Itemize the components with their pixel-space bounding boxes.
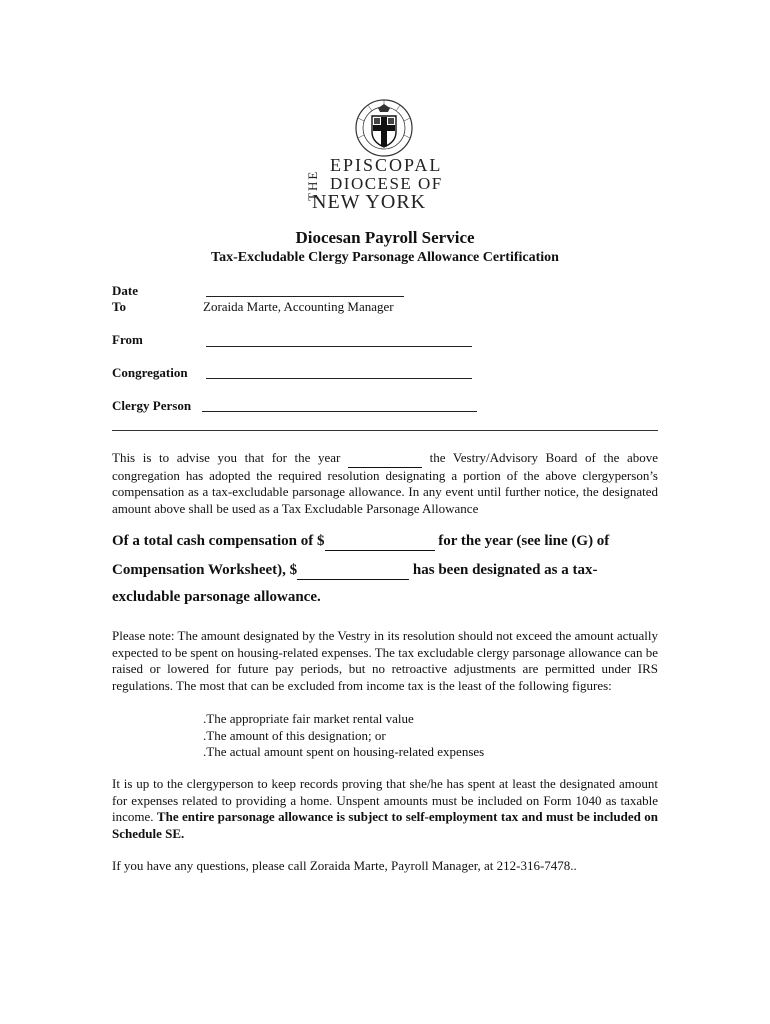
to-value: Zoraida Marte, Accounting Manager <box>203 299 394 314</box>
compensation-line-3: excludable parsonage allowance. <box>112 589 321 605</box>
advise-paragraph <box>112 450 658 517</box>
logo-line-new-york: NEW YORK <box>312 191 427 213</box>
note-item-3: .The actual amount spent on housing-related expenses <box>203 744 485 759</box>
to-label: To <box>112 299 126 314</box>
page-title: Diocesan Payroll Service <box>295 228 475 247</box>
compensation-text-1a: Of a total cash compensation of $ <box>112 533 325 549</box>
compensation-line-1 <box>112 533 609 551</box>
logo-the-vertical: THE <box>305 169 320 201</box>
compensation-text-1b: for the year (see line (G) of <box>438 533 610 549</box>
compensation-text-2b: has been designated as a tax- <box>412 562 598 578</box>
advise-text-start: This is to advise you that for the year <box>112 450 341 465</box>
date-field[interactable] <box>206 296 404 297</box>
logo-line-episcopal: EPISCOPAL <box>330 155 443 175</box>
note-item-1: .The appropriate fair market rental value <box>203 711 414 726</box>
year-field[interactable] <box>348 450 422 468</box>
from-label: From <box>112 332 143 347</box>
records-paragraph <box>112 776 658 842</box>
congregation-label: Congregation <box>112 365 188 380</box>
logo-line-diocese-of: DIOCESE OF <box>330 174 443 193</box>
date-label: Date <box>112 283 138 298</box>
total-compensation-field[interactable] <box>325 533 435 551</box>
compensation-line-2 <box>112 562 598 580</box>
note-paragraph: Please note: The amount designated by the Vestry in its resolution should not exceed the amount actually expected to be spent on housing-related expenses. The tax excludable clergy parsonage allowance can be raised or lowered for future pay periods, but no retroactive adjustments are permitted under IRS regulations. The most that can be excluded from income tax is the least of the following figures: <box>112 628 658 693</box>
note-item-2: .The amount of this designation; or <box>203 728 386 743</box>
from-field[interactable] <box>206 346 472 347</box>
advise-text-rest: the Vestry/Advisory Board of the above congregation has adopted the required resolution designating a portion of the above clergyperson’s compensation as a tax-excludable parsonage allowance. In any event until further notice, the designated amount above shall be used as a Tax Excludable Parsonage Allowance <box>112 450 658 516</box>
diocese-seal-icon <box>338 92 430 164</box>
clergy-person-field[interactable] <box>202 411 477 412</box>
records-text: It is up to the clergyperson to keep records proving that she/he has spent at least the designated amount for expenses related to providing a home. Unspent amounts must be included on Form 1040 as taxable income. <box>112 776 658 824</box>
contact-paragraph: If you have any questions, please call Zoraida Marte, Payroll Manager, at 212-316-7478.. <box>112 858 577 873</box>
page-subtitle: Tax-Excludable Clergy Parsonage Allowance Certification <box>211 250 559 265</box>
records-bold-text: The entire parsonage allowance is subject to self-employment tax and must be included on Schedule SE. <box>112 809 658 841</box>
designated-amount-field[interactable] <box>297 562 409 580</box>
clergy-person-label: Clergy Person <box>112 398 192 413</box>
congregation-field[interactable] <box>206 378 472 379</box>
compensation-text-2a: Compensation Worksheet), $ <box>112 562 298 578</box>
section-divider <box>112 430 658 431</box>
